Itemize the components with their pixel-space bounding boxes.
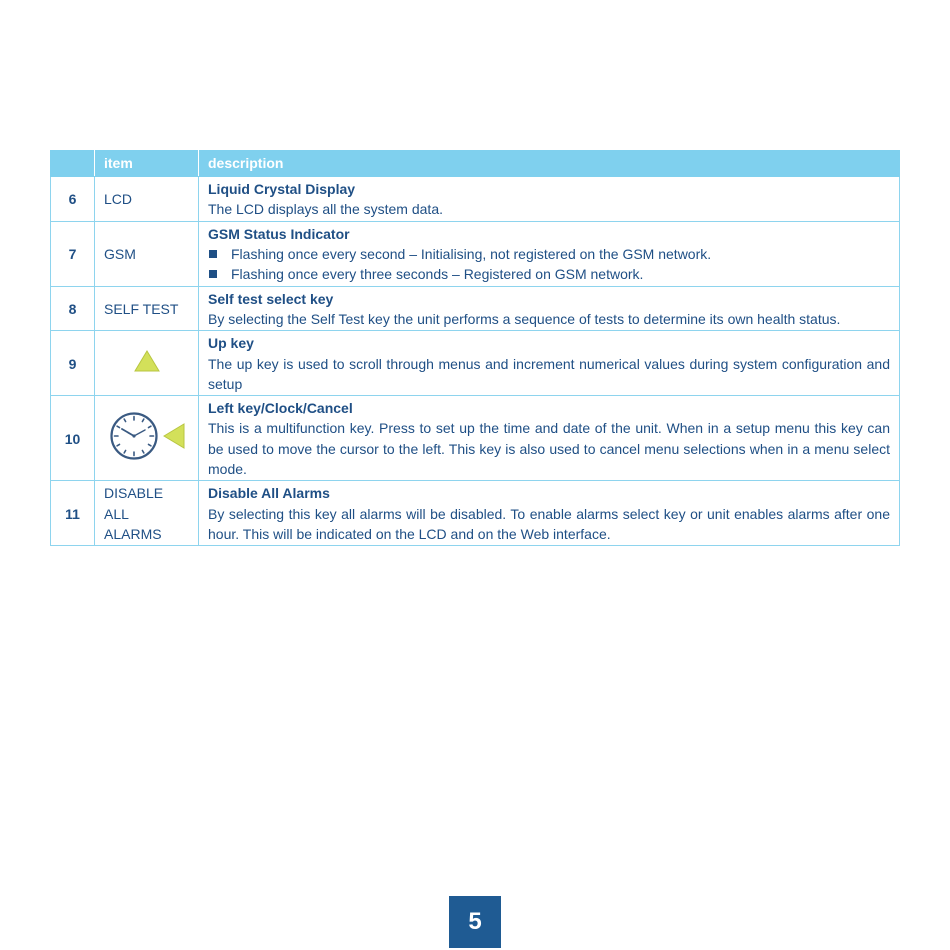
- row-item: SELF TEST: [95, 286, 199, 331]
- description-title: Left key/Clock/Cancel: [208, 400, 353, 417]
- row-number: 7: [51, 221, 95, 286]
- table-row: [51, 177, 900, 222]
- table-row: [51, 331, 900, 396]
- list-item-text: Flashing once every three seconds – Registered on GSM network.: [231, 266, 644, 283]
- row-number: 9: [51, 331, 95, 396]
- row-item: GSM: [95, 221, 199, 286]
- description-text: By selecting this key all alarms will be disabled. To enable alarms select key or unit enables alarms after one hour. This will be indicated on the LCD and on the Web interface.: [208, 505, 890, 543]
- square-bullet-icon: [209, 250, 217, 258]
- table-row: [51, 286, 900, 331]
- row-description: [199, 481, 900, 546]
- row-number: 11: [51, 481, 95, 546]
- left-triangle-icon: [163, 423, 185, 449]
- description-title: Disable All Alarms: [208, 485, 330, 502]
- up-triangle-icon: [134, 350, 160, 372]
- description-text: The LCD displays all the system data.: [208, 201, 443, 218]
- row-description: [199, 331, 900, 396]
- row-item: [95, 331, 199, 396]
- clock-icon: [109, 411, 159, 461]
- row-description: [199, 221, 900, 286]
- row-number: 6: [51, 177, 95, 222]
- description-text: By selecting the Self Test key the unit performs a sequence of tests to determine its own health status.: [208, 310, 841, 327]
- description-title: Liquid Crystal Display: [208, 181, 356, 197]
- item-label-line: ALL: [104, 505, 129, 522]
- item-label-line: ALARMS: [104, 526, 162, 543]
- row-item: [95, 481, 199, 546]
- table-row: [51, 481, 900, 546]
- row-item: [95, 396, 199, 481]
- item-label-line: DISABLE: [104, 485, 164, 502]
- description-text: This is a multifunction key. Press to set up the time and date of the unit. When in a setup menu this key can be used to move the cursor to the left. This key is also used to cancel menu selections when in a menu select mode.: [208, 420, 890, 478]
- description-title: GSM Status Indicator: [208, 225, 350, 242]
- row-description: [199, 396, 900, 481]
- header-item: item: [95, 151, 199, 177]
- page-number: 5: [449, 896, 501, 948]
- square-bullet-icon: [209, 270, 217, 278]
- table-header-row: [51, 151, 900, 177]
- row-description: [199, 177, 900, 222]
- key-description-table: [50, 150, 900, 546]
- bullet-list: [208, 244, 890, 285]
- table-row: [51, 221, 900, 286]
- row-description: [199, 286, 900, 331]
- list-item-text: Flashing once every second – Initialising, not registered on the GSM network.: [231, 245, 712, 262]
- list-item: [208, 244, 890, 264]
- row-number: 8: [51, 286, 95, 331]
- row-item: LCD: [95, 177, 199, 222]
- description-text: The up key is used to scroll through menus and increment numerical values during system configuration and setup: [208, 355, 890, 392]
- description-title: Self test select key: [208, 290, 334, 307]
- row-number: 10: [51, 396, 95, 481]
- header-number: [51, 151, 95, 177]
- list-item: [208, 264, 890, 284]
- table-row: [51, 396, 900, 481]
- header-description: description: [199, 151, 900, 177]
- description-title: Up key: [208, 335, 254, 352]
